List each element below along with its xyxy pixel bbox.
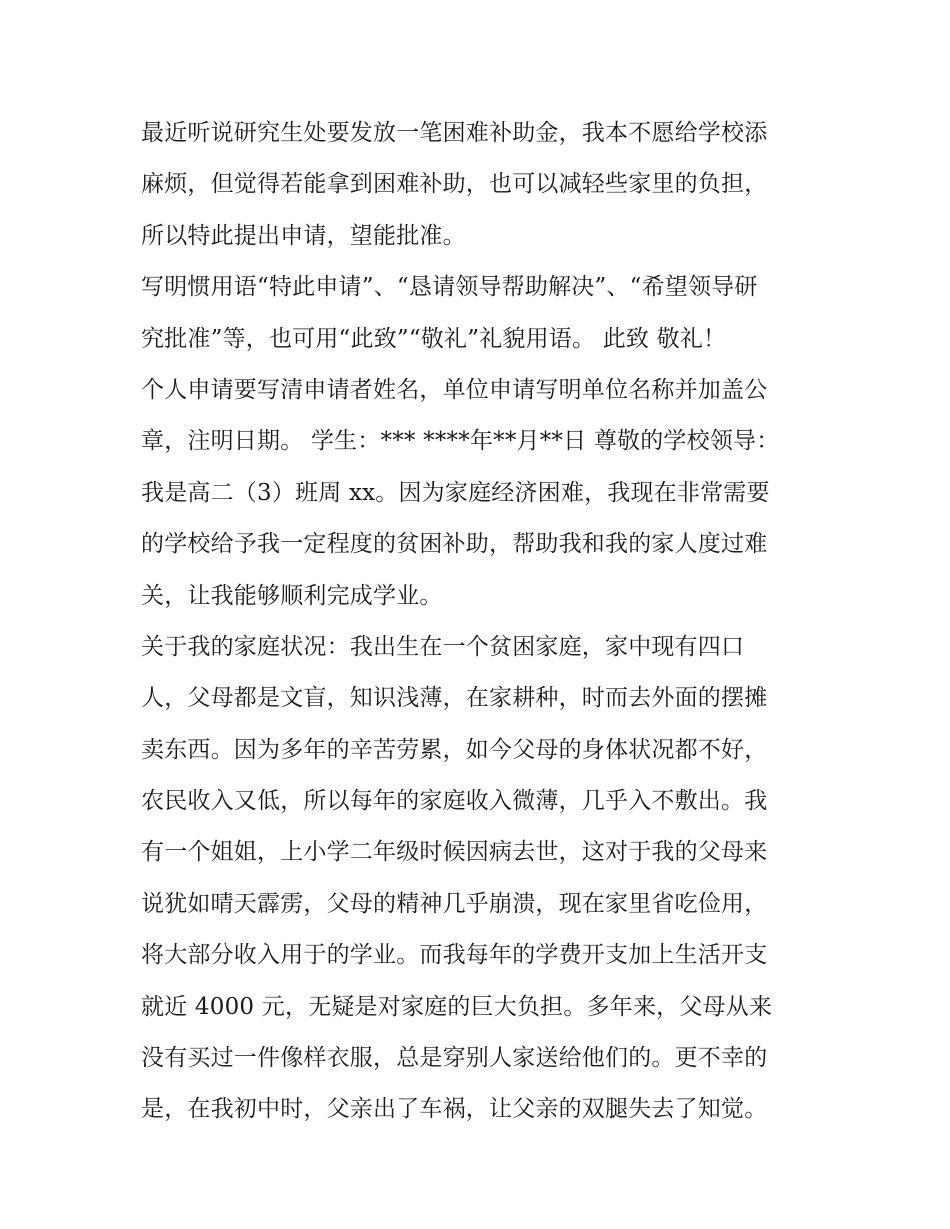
text-line: 就近 4000 元，无疑是对家庭的巨大负担。多年来，父母从来 — [141, 993, 773, 1020]
text-line: 的学校给予我一定程度的贫困补助，帮助我和我的家人度过难 — [141, 531, 768, 558]
text-line: 农民收入又低，所以每年的家庭收入微薄，几乎入不敷出。我 — [141, 788, 768, 815]
text-line: 卖东西。因为多年的辛苦劳累，如今父母的身体状况都不好， — [141, 736, 768, 763]
text-line: 有一个姐姐，上小学二年级时候因病去世，这对于我的父母来 — [141, 839, 768, 866]
text-line: 最近听说研究生处要发放一笔困难补助金，我本不愿给学校添 — [141, 120, 768, 146]
text-line: 麻烦，但觉得若能拿到困难补助，也可以减轻些家里的负担， — [141, 171, 768, 198]
text-line: 是，在我初中时，父亲出了车祸，让父亲的双腿失去了知觉。 — [141, 1096, 768, 1123]
text-line: 关于我的家庭状况：我出生在一个贫困家庭，家中现有四口 — [141, 633, 745, 660]
text-line: 说犹如晴天霹雳，父母的精神几乎崩溃，现在家里省吃俭用， — [141, 890, 768, 917]
text-line: 没有买过一件像样衣服，总是穿别人家送给他们的。更不幸的 — [141, 1045, 768, 1072]
text-line: 我是高二（3）班周 xx。因为家庭经济困难，我现在非常需要 — [141, 479, 770, 506]
text-line: 个人申请要写清申请者姓名，单位申请写明单位名称并加盖公 — [141, 376, 768, 403]
text-line: 章，注明日期。 学生：*** ****年**月**日 尊敬的学校领导： — [141, 428, 780, 455]
text-line: 将大部分收入用于的学业。而我每年的学费开支加上生活开支 — [141, 942, 768, 969]
text-line: 所以特此提出申请，望能批准。 — [141, 222, 466, 249]
text-line: 究批准”等，也可用“此致”“敬礼”礼貌用语。 此致 敬礼！ — [141, 325, 727, 352]
text-line: 关，让我能够顺利完成学业。 — [141, 582, 443, 609]
text-line: 人，父母都是文盲，知识浅薄，在家耕种，时而去外面的摆摊 — [141, 685, 768, 712]
text-line: 写明惯用语“特此申请”、“恳请领导帮助解决”、“希望领导研 — [141, 274, 758, 301]
document-body — [141, 108, 813, 1136]
